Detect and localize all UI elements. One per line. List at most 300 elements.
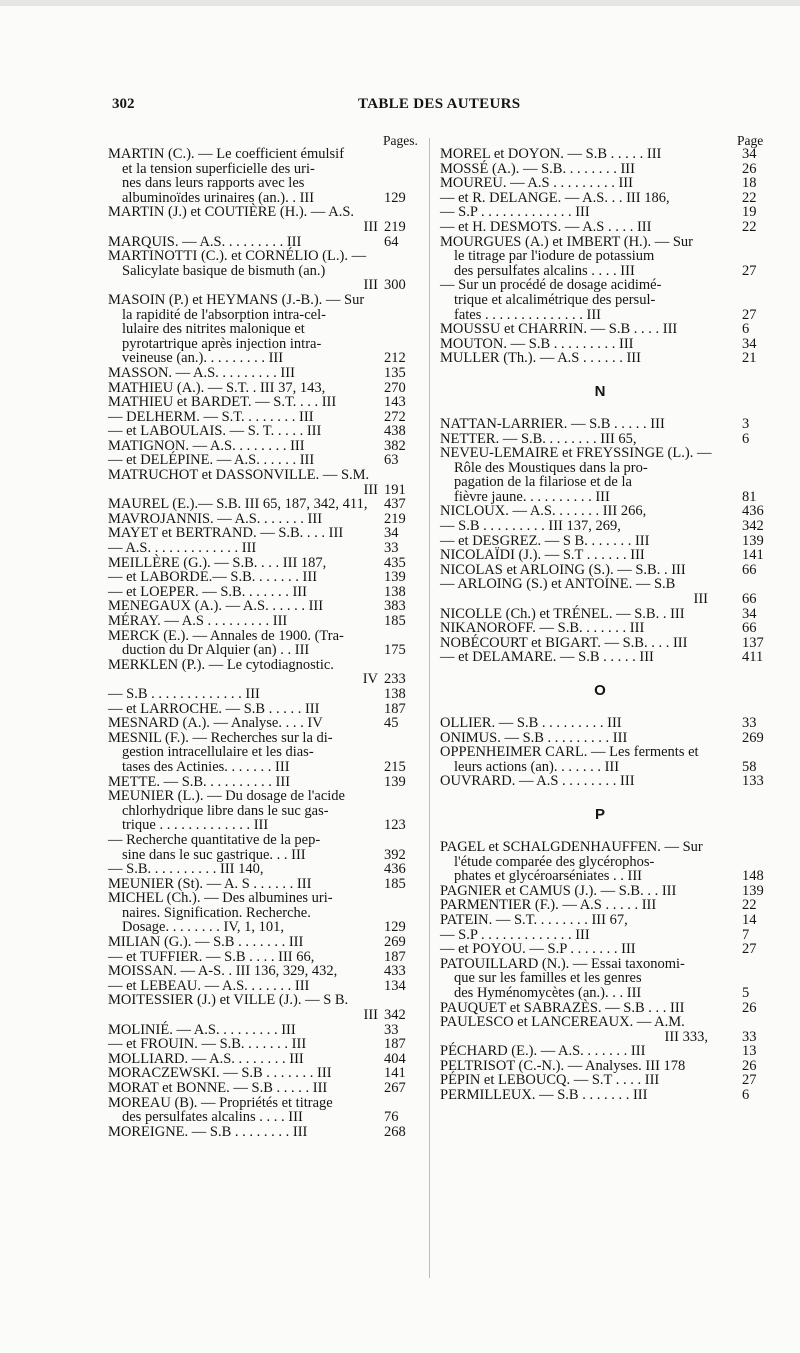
page-ref: 6 xyxy=(742,430,750,447)
entry-line: — S.B . . . . . . . . . III 137, 269, 342 xyxy=(440,518,764,535)
entry-line: la rapidité de l'absorption intra-cel- xyxy=(122,306,326,323)
page-ref: 34 xyxy=(742,335,757,352)
entry-line: naires. Signification. Recherche. xyxy=(122,904,311,921)
page-ref: 212 xyxy=(384,350,406,367)
entry-line: leurs actions (an). . . . . . . III 58 xyxy=(454,758,757,775)
index-entry xyxy=(108,702,420,717)
entry-line: — et DELÉPINE. — A.S. . . . . . III 63 xyxy=(108,452,399,469)
entry-line: MORAT et BONNE. — S.B . . . . . III 267 xyxy=(108,1080,406,1096)
entry-line: l'étude comparée des glycérophos- xyxy=(454,853,655,870)
entry-line: IV 233 xyxy=(362,671,406,688)
page-ref: 141 xyxy=(742,547,764,564)
index-entry xyxy=(440,838,764,885)
page-ref: 148 xyxy=(742,868,764,885)
left-column xyxy=(108,147,420,1139)
page-ref: 411 xyxy=(742,649,764,666)
entry-line: le titrage par l'iodure de potassium xyxy=(454,248,655,265)
entry-line: MATHIEU (A.). — S.T. . III 37, 143, 270 xyxy=(108,379,406,396)
page-ref: 191 xyxy=(384,481,406,498)
entry-line: pyrotartrique après injection intra- xyxy=(122,335,322,352)
index-entry xyxy=(440,957,760,1001)
index-entry xyxy=(440,446,760,504)
entry-line: MEUNIER (St). — A. S . . . . . . III 185 xyxy=(108,875,406,892)
index-entry xyxy=(440,1001,760,1016)
index-entry xyxy=(440,547,764,564)
entry-line: sine dans le suc gastrique. . . III 392 xyxy=(122,846,406,863)
index-entry xyxy=(440,913,760,928)
page-ref: 342 xyxy=(384,1007,406,1024)
index-entry xyxy=(108,526,420,541)
entry-line: — S.B . . . . . . . . . . . . . III 138 xyxy=(108,685,406,702)
page-ref: 27 xyxy=(742,1072,757,1089)
page-ref: 139 xyxy=(384,569,406,586)
page-ref: 22 xyxy=(742,189,757,206)
index-entry xyxy=(108,366,420,381)
entry-line: PÉCHARD (E.). — A.S. . . . . . . III 13 xyxy=(440,1043,757,1060)
index-entry xyxy=(440,621,760,636)
entry-line: MOISSAN. — A-S. . III 136, 329, 432, 433 xyxy=(108,963,406,980)
index-entry xyxy=(108,629,420,658)
page-ref: 139 xyxy=(384,773,406,790)
entry-line: MERCK (E.). — Annales de 1900. (Tra- xyxy=(108,627,344,644)
page-ref: 76 xyxy=(384,1109,399,1126)
page-ref: 233 xyxy=(384,671,406,688)
entry-line: MASOIN (P.) et HEYMANS (J.-B.). — Sur xyxy=(108,291,365,308)
page-ref: 21 xyxy=(742,350,757,367)
page-ref: 437 xyxy=(384,496,406,513)
page-ref: 267 xyxy=(384,1080,406,1096)
index-entry xyxy=(108,1023,420,1038)
entry-line: — et R. DELANGE. — A.S. . . III 186, 22 xyxy=(440,189,757,206)
entry-line: MESNARD (A.). — Analyse. . . . IV 45 xyxy=(108,715,399,732)
entry-line: MARTINOTTI (C.). et CORNÉLIO (L.). — xyxy=(108,248,367,265)
page-ref: 382 xyxy=(384,437,406,454)
entry-line: — DELHERM. — S.T. . . . . . . . III 272 xyxy=(108,408,406,425)
entry-line: PAULESCO et LANCEREAUX. — A.M. xyxy=(440,1014,685,1031)
entry-line: — et LABORDE.— S.B. . . . . . . III 139 xyxy=(108,569,406,586)
index-entry xyxy=(440,577,760,606)
entry-line: MOREL et DOYON. — S.B . . . . . III 34 xyxy=(440,146,757,162)
entry-line: — et H. DESMOTS. — A.S . . . . III 22 xyxy=(440,218,757,235)
section-letter: N xyxy=(594,382,606,400)
entry-line: NICOLLE (Ch.) et TRÉNEL. — S.B. . III 34 xyxy=(440,605,757,622)
entry-line: MEILLÈRE (G.). — S.B. . . . III 187, 435 xyxy=(108,554,406,571)
index-entry xyxy=(440,716,760,731)
entry-line: PAGNIER et CAMUS (J.). — S.B. . . III 139 xyxy=(440,882,764,899)
entry-line: MOURGUES (A.) et IMBERT (H.). — Sur xyxy=(440,233,694,250)
entry-line: MATRUCHOT et DASSONVILLE. — S.M. xyxy=(108,467,370,484)
entry-line: ONIMUS. — S.B . . . . . . . . . III 269 xyxy=(440,729,764,746)
entry-line: — ARLOING (S.) et ANTOINE. — S.B xyxy=(440,576,676,593)
page-ref: 58 xyxy=(742,758,757,775)
entry-line: PAGEL et SCHALGDENHAUFFEN. — Sur xyxy=(440,838,703,855)
entry-line: PERMILLEUX. — S.B . . . . . . . III 6 xyxy=(440,1087,750,1104)
page-ref: 134 xyxy=(384,977,406,994)
index-entry xyxy=(108,249,420,293)
index-entry xyxy=(108,614,420,629)
index-entry xyxy=(108,950,420,965)
index-entry xyxy=(440,503,764,520)
entry-line: tases des Actinies. . . . . . . III 215 xyxy=(122,758,406,775)
index-entry xyxy=(108,731,420,775)
page-ref: 63 xyxy=(384,452,399,469)
page-ref: 175 xyxy=(384,642,406,659)
page-ref: 138 xyxy=(384,685,406,702)
index-entry xyxy=(108,235,420,250)
page-ref: 185 xyxy=(384,875,406,892)
index-entry xyxy=(440,928,760,943)
entry-line: MASSON. — A.S. . . . . . . . . III 135 xyxy=(108,364,406,381)
index-entry xyxy=(440,337,760,352)
page-ref: 7 xyxy=(742,926,750,943)
section-letter: O xyxy=(594,682,606,699)
entry-line: MOSSÉ (A.). — S.B. . . . . . . . III 26 xyxy=(440,160,757,177)
entry-line: MEUNIER (L.). — Du dosage de l'acide xyxy=(108,788,345,805)
index-entry xyxy=(108,381,420,396)
entry-line: OLLIER. — S.B . . . . . . . . . III 33 xyxy=(440,715,757,731)
page-ref: 270 xyxy=(384,379,406,396)
index-entry xyxy=(440,729,764,746)
page-ref: 129 xyxy=(384,919,406,936)
entry-line: — et POYOU. — S.P . . . . . . . III 27 xyxy=(440,941,757,958)
index-entry xyxy=(440,634,764,651)
index-entry xyxy=(108,570,420,585)
entry-line: MOLINIÉ. — A.S. . . . . . . . . III 33 xyxy=(108,1021,399,1038)
page-ref: 34 xyxy=(742,146,757,162)
entry-line: MOUTON. — S.B . . . . . . . . . III 34 xyxy=(440,335,757,352)
entry-line: Dosage. . . . . . . . IV, 1, 101, 129 xyxy=(122,919,406,936)
entry-line: III 66 xyxy=(693,591,757,608)
index-entry xyxy=(108,891,420,935)
index-entry xyxy=(108,1052,420,1067)
page-ref: 383 xyxy=(384,598,406,615)
page-ref: 27 xyxy=(742,941,757,958)
page-ref: 187 xyxy=(384,700,406,717)
page-ref: 22 xyxy=(742,897,757,914)
entry-line: — et DELAMARE. — S.B . . . . . III 411 xyxy=(440,649,764,666)
index-entry xyxy=(108,775,420,790)
index-entry xyxy=(440,176,760,191)
entry-line: albuminoïdes urinaires (an.). . III 129 xyxy=(122,189,406,206)
page-ref: 137 xyxy=(742,634,764,651)
entry-line: gestion intracellulaire et les dias- xyxy=(122,744,314,761)
index-entry xyxy=(108,687,420,702)
section-letter: P xyxy=(594,805,605,823)
entry-line: NICOLAS et ARLOING (S.). — S.B. . III 66 xyxy=(440,561,757,578)
page-ref: 135 xyxy=(384,364,406,381)
page-ref: 185 xyxy=(384,613,406,629)
entry-line: que sur les familles et les genres xyxy=(454,970,642,987)
entry-line: NIKANOROFF. — S.B. . . . . . . III 66 xyxy=(440,620,757,637)
entry-line: III 191 xyxy=(363,481,406,498)
entry-line: des persulfates alcalins . . . . III 27 xyxy=(454,262,757,279)
page-ref: 45 xyxy=(384,715,399,732)
page-ref: 66 xyxy=(742,561,757,578)
page-ref: 26 xyxy=(742,160,757,177)
entry-line: PATOUILLARD (N.). — Essai taxonomi- xyxy=(440,955,685,972)
page-ref: 438 xyxy=(384,423,406,440)
entry-line: MENEGAUX (A.). — A.S. . . . . . III 383 xyxy=(108,598,406,615)
entry-line: PAUQUET et SABRAZÈS. — S.B . . . III 26 xyxy=(440,999,757,1016)
index-entry xyxy=(108,410,420,425)
entry-line: MAYET et BERTRAND. — S.B. . . . III 34 xyxy=(108,525,399,542)
entry-line: PÉPIN et LEBOUCQ. — S.T . . . . III 27 xyxy=(440,1072,757,1089)
entry-line: III 333, 33 xyxy=(664,1028,757,1045)
index-entry xyxy=(108,468,420,497)
index-entry xyxy=(108,497,420,512)
entry-line: MULLER (Th.). — A.S . . . . . . III 21 xyxy=(440,350,757,367)
index-entry xyxy=(440,235,760,279)
index-entry xyxy=(108,789,420,833)
index-entry xyxy=(440,1044,760,1059)
index-entry xyxy=(108,395,420,410)
page-ref: 139 xyxy=(742,882,764,899)
index-entry xyxy=(440,1015,760,1044)
entry-line: NICOLAÏDI (J.). — S.T . . . . . . III 141 xyxy=(440,547,764,564)
page-ref: 436 xyxy=(384,861,406,878)
entry-line: — Sur un procédé de dosage acidimé- xyxy=(440,277,662,294)
entry-line: — et LOEPER. — S.B. . . . . . . III 138 xyxy=(108,583,406,600)
index-entry xyxy=(440,649,764,666)
page-ref: 139 xyxy=(742,532,764,549)
page-ref: 187 xyxy=(384,1036,406,1053)
entry-line: MORACZEWSKI. — S.B . . . . . . . III 141 xyxy=(108,1065,406,1082)
running-head: TABLE DES AUTEURS xyxy=(358,96,521,112)
page-ref: 19 xyxy=(742,204,757,221)
page-ref: 219 xyxy=(384,510,406,527)
index-entry xyxy=(108,716,420,731)
page-ref: 6 xyxy=(742,321,750,338)
entry-line: — et DESGREZ. — S B. . . . . . . III 139 xyxy=(440,532,764,549)
page-ref: 14 xyxy=(742,911,757,928)
entry-line: — et LARROCHE. — S.B . . . . . III 187 xyxy=(108,700,406,717)
column-rule xyxy=(429,138,430,1278)
entry-line: des Hyménomycètes (an.). . . III 5 xyxy=(454,984,750,1001)
entry-line: MÉRAY. — A.S . . . . . . . . . III 185 xyxy=(108,613,406,629)
index-entry xyxy=(440,563,760,578)
index-entry xyxy=(108,556,420,571)
index-entry xyxy=(108,1125,420,1140)
page-ref: 433 xyxy=(384,963,406,980)
page-ref: 342 xyxy=(742,518,764,535)
entry-line: nes dans leurs rapports avec les xyxy=(122,175,305,192)
index-entry xyxy=(440,607,760,622)
entry-line: et la tension superficielle des uri- xyxy=(122,160,315,177)
entry-line: MARTIN (J.) et COUTIÈRE (H.). — A.S. xyxy=(108,204,355,221)
index-entry xyxy=(440,220,760,235)
entry-line: MOREAU (B). — Propriétés et titrage xyxy=(108,1094,333,1111)
page-ref: 34 xyxy=(384,525,399,542)
index-entry xyxy=(108,585,420,600)
entry-line: — et FROUIN. — S.B. . . . . . . III 187 xyxy=(108,1036,406,1053)
index-entry xyxy=(440,745,760,774)
right-column xyxy=(440,146,764,1104)
entry-line: NEVEU-LEMAIRE et FREYSSINGE (L.). — xyxy=(440,445,712,462)
index-entry xyxy=(108,993,420,1022)
page-ref: 26 xyxy=(742,1057,757,1074)
scan-edge xyxy=(0,0,800,6)
page-ref: 33 xyxy=(742,1028,757,1045)
page-ref: 6 xyxy=(742,1087,750,1104)
page-ref: 27 xyxy=(742,262,757,279)
entry-line: MOUREU. — A.S . . . . . . . . . III 18 xyxy=(440,175,757,192)
index-entry xyxy=(108,979,420,994)
page-ref: 272 xyxy=(384,408,406,425)
entry-line: MOITESSIER (J.) et VILLE (J.). — S B. xyxy=(108,992,349,1009)
entry-line: MATIGNON. — A.S. . . . . . . . III 382 xyxy=(108,437,406,454)
index-entry xyxy=(440,205,760,220)
page-ref: 143 xyxy=(384,394,406,411)
entry-line: MAUREL (E.).— S.B. III 65, 187, 342, 411, 437 xyxy=(108,496,406,513)
page-ref: 33 xyxy=(742,715,757,731)
entry-line: des persulfates alcalins . . . . III 76 xyxy=(122,1109,399,1126)
left-pages-label: Pages. xyxy=(383,133,418,148)
index-entry xyxy=(440,432,760,447)
index-entry xyxy=(440,191,760,206)
index-entry xyxy=(108,877,420,892)
entry-line: MOLLIARD. — A.S. . . . . . . . III 404 xyxy=(108,1050,406,1067)
index-entry xyxy=(108,205,420,234)
page-ref: 13 xyxy=(742,1043,757,1060)
page-ref: 33 xyxy=(384,1021,399,1038)
entry-line: MATHIEU et BARDET. — S.T. . . . III 143 xyxy=(108,394,406,411)
entry-line: trique et alcalimétrique des persul- xyxy=(454,291,656,308)
index-entry xyxy=(108,293,420,366)
index-entry xyxy=(440,322,760,337)
page-ref: 64 xyxy=(384,233,399,250)
entry-line: — S.P . . . . . . . . . . . . . III 7 xyxy=(440,926,750,943)
entry-line: Salicylate basique de bismuth (an.) xyxy=(122,262,326,279)
entry-line: — et TUFFIER. — S.B . . . . III 66, 187 xyxy=(108,948,406,965)
entry-line: NATTAN-LARRIER. — S.B . . . . . III 3 xyxy=(440,415,750,432)
index-entry xyxy=(440,1088,760,1103)
page-ref: 269 xyxy=(742,729,764,746)
entry-line: MARQUIS. — A.S. . . . . . . . . III 64 xyxy=(108,233,399,250)
entry-line: — S.P . . . . . . . . . . . . . III 19 xyxy=(440,204,757,221)
page-ref: 436 xyxy=(742,503,764,520)
entry-line: chlorhydrique libre dans le suc gas- xyxy=(122,802,329,819)
entry-line: MOUSSU et CHARRIN. — S.B . . . . III 6 xyxy=(440,321,750,338)
page-ref: 123 xyxy=(384,817,406,834)
entry-line: fièvre jaune. . . . . . . . . . III 81 xyxy=(454,488,757,505)
entry-line: PATEIN. — S.T. . . . . . . . III 67, 14 xyxy=(440,911,757,928)
page-ref: 27 xyxy=(742,306,757,323)
right-pages-label: Page xyxy=(737,133,764,148)
entry-line: III 342 xyxy=(363,1007,406,1024)
index-entry xyxy=(440,1073,760,1088)
entry-line: — A.S. . . . . . . . . . . . . III 33 xyxy=(108,540,399,557)
entry-line: MAVROJANNIS. — A.S. . . . . . . III 219 xyxy=(108,510,406,527)
index-entry xyxy=(108,935,420,950)
page-ref: 18 xyxy=(742,175,757,192)
page-ref: 81 xyxy=(742,488,757,505)
entry-line: MOREIGNE. — S.B . . . . . . . . III 268 xyxy=(108,1123,406,1140)
index-entry xyxy=(108,1066,420,1081)
page-ref: 219 xyxy=(384,218,406,235)
page-ref: 66 xyxy=(742,620,757,637)
entry-line: OUVRARD. — A.S . . . . . . . . III 133 xyxy=(440,773,764,790)
index-entry xyxy=(440,773,764,790)
entry-line: PELTRISOT (C.-N.). — Analyses. III 178 26 xyxy=(440,1057,757,1074)
index-entry xyxy=(108,1096,420,1125)
page-ref: 138 xyxy=(384,583,406,600)
page-number: 302 xyxy=(112,96,135,112)
page-ref: 141 xyxy=(384,1065,406,1082)
entry-line: — et LABOULAIS. — S. T. . . . . III 438 xyxy=(108,423,406,440)
page-ref: 22 xyxy=(742,218,757,235)
page-ref: 300 xyxy=(384,277,406,294)
entry-line: phates et glycéroarséniates . . III 148 xyxy=(454,868,764,885)
entry-line: duction du Dr Alquier (an) . . III 175 xyxy=(122,642,406,659)
entry-line: — S.B. . . . . . . . . . III 140, 436 xyxy=(108,861,406,878)
index-entry xyxy=(108,1037,420,1052)
entry-line: Rôle des Moustiques dans la pro- xyxy=(454,459,648,476)
index-entry xyxy=(108,512,420,527)
page-ref: 129 xyxy=(384,189,406,206)
entry-line: MERKLEN (P.). — Le cytodiagnostic. xyxy=(108,656,334,673)
page-ref: 392 xyxy=(384,846,406,863)
page-ref: 133 xyxy=(742,773,764,790)
entry-line: — et LEBEAU. — A.S. . . . . . . III 134 xyxy=(108,977,406,994)
index-entry xyxy=(440,898,760,913)
entry-line: NICLOUX. — A.S. . . . . . . III 266, 436 xyxy=(440,503,764,520)
entry-line: NETTER. — S.B. . . . . . . . III 65, 6 xyxy=(440,430,750,447)
entry-line: lulaire des nitrites malonique et xyxy=(122,321,305,338)
entry-line: III 300 xyxy=(363,277,406,294)
index-entry xyxy=(108,964,420,979)
page-ref: 404 xyxy=(384,1050,406,1067)
entry-line: METTE. — S.B. . . . . . . . . . III 139 xyxy=(108,773,406,790)
entry-line: MESNIL (F.). — Recherches sur la di- xyxy=(108,729,333,746)
index-entry xyxy=(108,833,420,862)
page-ref: 435 xyxy=(384,554,406,571)
page-ref: 26 xyxy=(742,999,757,1016)
entry-line: MICHEL (Ch.). — Des albumines uri- xyxy=(108,890,333,907)
page-ref: 3 xyxy=(742,415,750,432)
entry-line: — Recherche quantitative de la pep- xyxy=(108,831,321,848)
page-ref: 215 xyxy=(384,758,406,775)
entry-line: PARMENTIER (F.). — A.S . . . . . III 22 xyxy=(440,897,757,914)
entry-line: OPPENHEIMER CARL. — Les ferments et xyxy=(440,744,699,761)
page-ref: 33 xyxy=(384,540,399,557)
entry-line: pagation de la filariose et de la xyxy=(454,474,632,491)
page-ref: 268 xyxy=(384,1123,406,1140)
index-entry xyxy=(440,518,764,535)
entry-line: veineuse (an.). . . . . . . . . III 212 xyxy=(122,350,406,367)
page-ref: 269 xyxy=(384,934,406,951)
index-entry xyxy=(440,162,760,177)
index-entry xyxy=(440,278,760,322)
index-entry xyxy=(108,1081,420,1096)
page-ref: 34 xyxy=(742,605,757,622)
index-entry xyxy=(108,424,420,439)
page-ref: 5 xyxy=(742,984,750,1001)
entry-line: fates . . . . . . . . . . . . . . III 27 xyxy=(454,306,757,323)
entry-line: MARTIN (C.). — Le coefficient émulsif xyxy=(108,146,345,162)
index-entry xyxy=(108,147,420,205)
index-entry xyxy=(108,453,420,468)
entry-line: MILIAN (G.). — S.B . . . . . . . III 269 xyxy=(108,934,406,951)
entry-line: trique . . . . . . . . . . . . . III 123 xyxy=(122,817,406,834)
index-entry xyxy=(440,882,764,899)
index-entry xyxy=(440,417,760,432)
entry-line: NOBÉCOURT et BIGART. — S.B. . . . III 137 xyxy=(440,634,764,651)
page-ref: 66 xyxy=(742,591,757,608)
index-entry xyxy=(440,147,760,162)
entry-line: III 219 xyxy=(363,218,406,235)
index-entry xyxy=(440,351,760,366)
index-entry xyxy=(108,541,420,556)
